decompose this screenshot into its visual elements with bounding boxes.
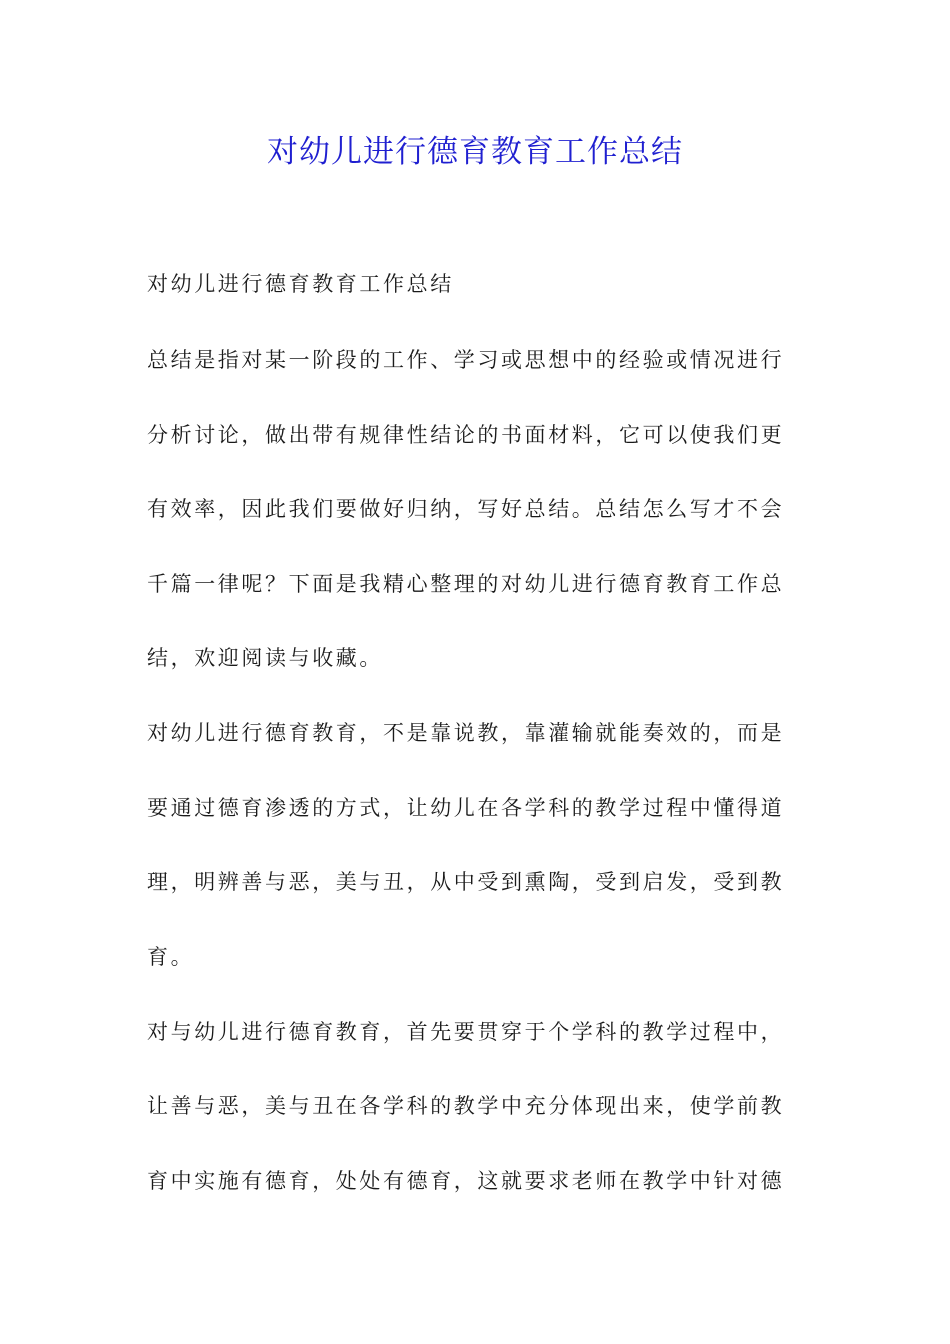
document-title: 对幼儿进行德育教育工作总结: [267, 134, 683, 170]
paragraph-line: 要通过德育渗透的方式，让幼儿在各学科的教学过程中懂得道: [147, 796, 785, 820]
paragraph-line: 有效率，因此我们要做好归纳，写好总结。总结怎么写才不会: [147, 497, 785, 521]
paragraph-line: 总结是指对某一阶段的工作、学习或思想中的经验或情况进行: [147, 348, 785, 372]
paragraph-line: 对与幼儿进行德育教育，首先要贯穿于个学科的教学过程中，: [147, 1020, 785, 1044]
paragraph-line: 分析讨论，做出带有规律性结论的书面材料，它可以使我们更: [147, 423, 785, 447]
paragraph-line: 对幼儿进行德育教育，不是靠说教，靠灌输就能奏效的，而是: [147, 721, 785, 745]
paragraph-line: 育。: [147, 945, 195, 969]
paragraph-line: 千篇一律呢？下面是我精心整理的对幼儿进行德育教育工作总: [147, 572, 785, 596]
paragraph-line: 对幼儿进行德育教育工作总结: [147, 272, 454, 296]
paragraph-line: 育中实施有德育，处处有德育，这就要求老师在教学中针对德: [147, 1169, 785, 1193]
paragraph-line: 让善与恶，美与丑在各学科的教学中充分体现出来，使学前教: [147, 1094, 785, 1118]
paragraph-line: 理，明辨善与恶，美与丑，从中受到熏陶，受到启发，受到教: [147, 870, 785, 894]
paragraph-line: 结，欢迎阅读与收藏。: [147, 646, 383, 670]
